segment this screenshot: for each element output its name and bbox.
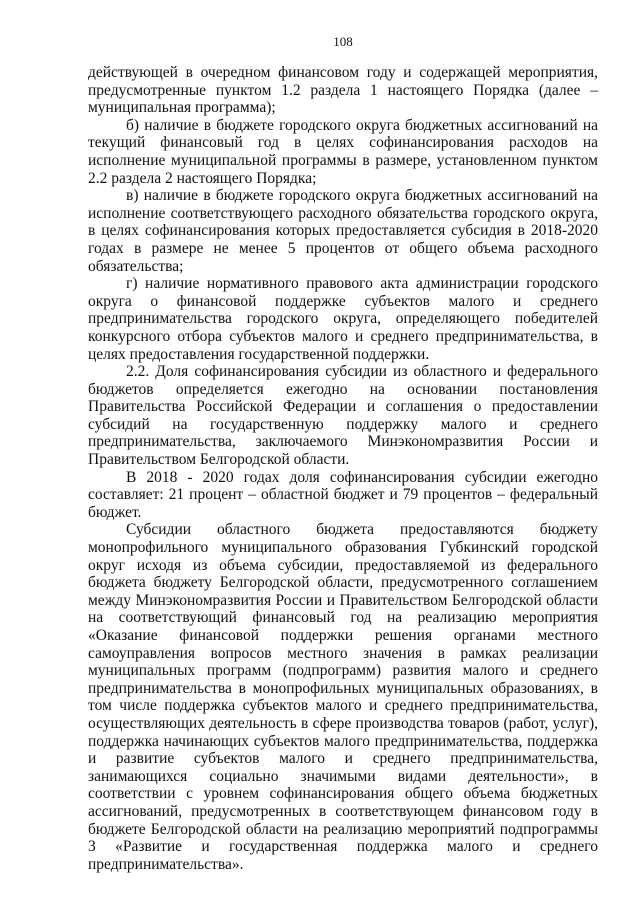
document-body xyxy=(88,64,598,873)
paragraph-section-2-2: 2.2. Доля софинансирования субсидии из областного и федерального бюджетов определяется ежегодно на основании постановления Правительства Российской Федерации и соглашения о предоставлении субсидий на государственную поддержку малого и среднего предпринимательства, заключаемого Минэкономразвития России и Правительством Белгородской области. xyxy=(88,363,598,469)
paragraph-cofinancing-share: В 2018 - 2020 годах доля софинансирования субсидии ежегодно составляет: 21 процент – областной бюджет и 79 процентов – федеральный бюджет. xyxy=(88,468,598,521)
paragraph-item-v: в) наличие в бюджете городского округа бюджетных ассигнований на исполнение соответствующего расходного обязательства городского округа, в целях софинансирования которых предоставляется субсидия в 2018-2020 годах в размере не менее 5 процентов от общего объема расходного обязательства; xyxy=(88,187,598,275)
page-number: 108 xyxy=(333,34,353,49)
paragraph-continuation: действующей в очередном финансовом году и содержащей мероприятия, предусмотренные пунктом 1.2 раздела 1 настоящего Порядка (далее – муниципальная программа); xyxy=(88,64,598,117)
paragraph-item-b: б) наличие в бюджете городского округа бюджетных ассигнований на текущий финансовый год в целях софинансирования расходов на исполнение муниципальной программы в размере, установленном пунктом 2.2 раздела 2 настоящего Порядка; xyxy=(88,116,598,187)
paragraph-subsidies: Субсидии областного бюджета предоставляются бюджету монопрофильного муниципального образования Губкинский городской округ исходя из объема субсидии, предоставляемой из федерального бюджета бюджету Белгородской области, предусмотренного соглашением между Минэкономразвития России и Правительством Белгородской области на соответствующий финансовый год на реализацию мероприятия «Оказание финансовой поддержки решения органами местного самоуправления вопросов местного значения в рамках реализации муниципальных программ (подпрограмм) развития малого и среднего предпринимательства в монопрофильных муниципальных образованиях, в том числе поддержка субъектов малого и среднего предпринимательства, осуществляющих деятельность в сфере производства товаров (работ, услуг), поддержка начинающих субъектов малого предпринимательства, поддержка и развитие субъектов малого и среднего предпринимательства, занимающихся социально значимыми видами деятельности», в соответствии с уровнем софинансирования общего объема бюджетных ассигнований, предусмотренных в соответствующем финансовом году в бюджете Белгородской области на реализацию мероприятий подпрограммы 3 «Развитие и государственная поддержка малого и среднего предпринимательства». xyxy=(88,521,598,873)
paragraph-item-g: г) наличие нормативного правового акта администрации городского округа о финансовой поддержке субъектов малого и среднего предпринимательства городского округа, определяющего победителей конкурсного отбора субъектов малого и среднего предпринимательства, в целях предоставления государственной поддержки. xyxy=(88,275,598,363)
